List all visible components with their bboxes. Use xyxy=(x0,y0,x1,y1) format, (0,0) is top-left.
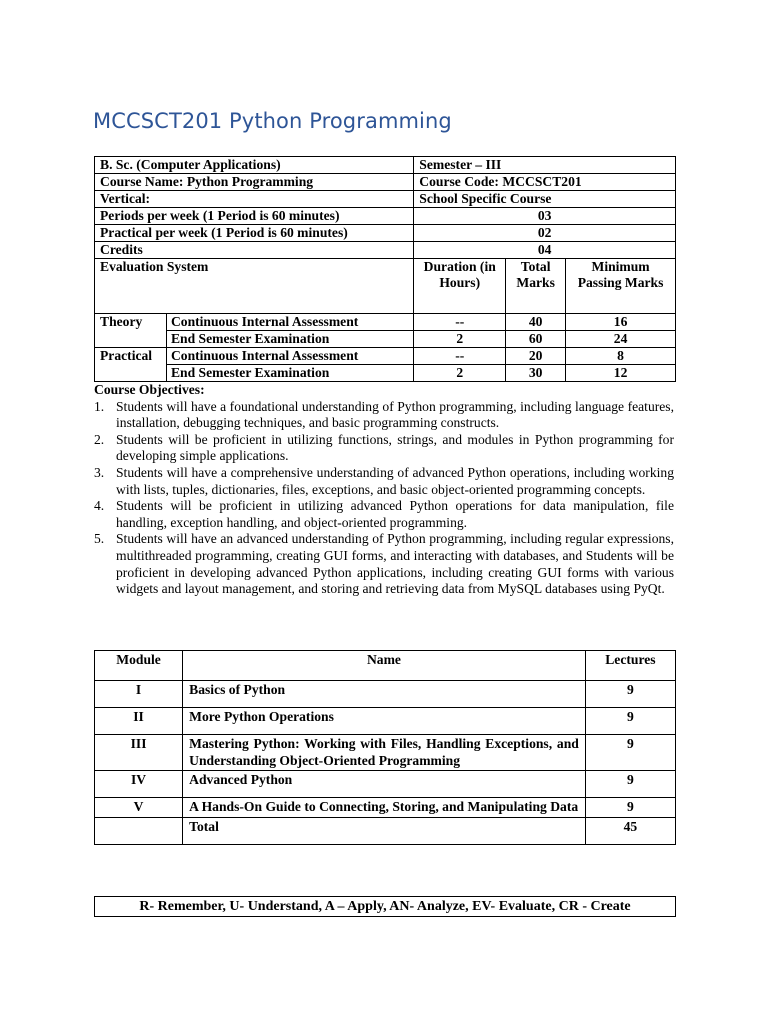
credits-label: Credits xyxy=(95,242,414,259)
objectives-heading: Course Objectives: xyxy=(94,382,205,397)
page-title: MCCSCT201 Python Programming xyxy=(93,109,452,133)
modules-table xyxy=(94,650,676,845)
duration-header: Duration (in Hours) xyxy=(414,259,506,314)
module-name: Mastering Python: Working with Files, Handling Exceptions, and Understanding Object-Oriented Programming xyxy=(183,735,586,771)
vertical-value: School Specific Course xyxy=(414,191,676,208)
list-item-number: 1. xyxy=(94,398,105,414)
module-lectures: 9 xyxy=(585,681,675,708)
min-marks-value: 8 xyxy=(566,348,676,365)
table-row xyxy=(95,225,676,242)
module-lectures: 9 xyxy=(585,708,675,735)
table-row xyxy=(95,174,676,191)
module-number: I xyxy=(95,681,183,708)
evaluation-label: Evaluation System xyxy=(95,259,414,314)
total-marks-value: 20 xyxy=(506,348,566,365)
total-value: 45 xyxy=(585,817,675,844)
module-name: Advanced Python xyxy=(183,771,586,798)
duration-value: -- xyxy=(414,314,506,331)
module-name: Basics of Python xyxy=(183,681,586,708)
min-marks-value: 24 xyxy=(566,331,676,348)
table-row xyxy=(95,208,676,225)
table-row xyxy=(95,771,676,798)
total-label: Total xyxy=(183,817,586,844)
module-number: IV xyxy=(95,771,183,798)
course-info-table xyxy=(94,156,676,382)
table-row xyxy=(95,314,676,331)
assessment-name: Continuous Internal Assessment xyxy=(166,348,413,365)
list-item xyxy=(94,399,674,432)
list-item-number: 2. xyxy=(94,431,105,447)
vertical-label: Vertical: xyxy=(95,191,414,208)
list-item xyxy=(94,465,674,498)
list-item-text: Students will be proficient in utilizing advanced Python operations for data manipulation, file handling, exception handling, and object-oriented programming. xyxy=(116,498,674,530)
list-item xyxy=(94,498,674,531)
course-name-cell: Course Name: Python Programming xyxy=(95,174,414,191)
table-row xyxy=(95,242,676,259)
module-header: Module xyxy=(95,651,183,681)
table-row xyxy=(95,681,676,708)
list-item-text: Students will have an advanced understanding of Python programming, including regular expressions, multithreaded programming, creating GUI forms, and interacting with databases, and Students will be proficient in developing advanced Python applications, including creating GUI forms with various widgets and layout management, and storing and retrieving data from MySQL databases using PyQt. xyxy=(116,531,674,597)
list-item xyxy=(94,531,674,597)
duration-value: 2 xyxy=(414,365,506,382)
module-number: III xyxy=(95,735,183,771)
table-row xyxy=(95,259,676,314)
module-lectures: 9 xyxy=(585,771,675,798)
total-marks-value: 30 xyxy=(506,365,566,382)
periods-value: 03 xyxy=(414,208,676,225)
module-number: II xyxy=(95,708,183,735)
theory-label: Theory xyxy=(95,314,167,348)
assessment-name: Continuous Internal Assessment xyxy=(166,314,413,331)
list-item-number: 4. xyxy=(94,498,105,514)
assessment-name: End Semester Examination xyxy=(166,365,413,382)
total-empty-cell xyxy=(95,817,183,844)
table-row xyxy=(95,191,676,208)
periods-label: Periods per week (1 Period is 60 minutes) xyxy=(95,208,414,225)
table-row xyxy=(95,331,676,348)
list-item-text: Students will have a comprehensive understanding of advanced Python operations, including working with lists, tuples, dictionaries, files, exceptions, and basic object-oriented programming concepts. xyxy=(116,464,674,497)
semester-cell: Semester – III xyxy=(414,157,676,174)
total-marks-value: 40 xyxy=(506,314,566,331)
min-marks-header: Minimum Passing Marks xyxy=(566,259,676,314)
list-item-text: Students will have a foundational understanding of Python programming, including language features, installation, debugging techniques, and basic programming constructs. xyxy=(116,398,674,431)
table-row xyxy=(95,735,676,771)
course-code-cell: Course Code: MCCSCT201 xyxy=(414,174,676,191)
list-item-number: 5. xyxy=(94,531,105,547)
min-marks-value: 12 xyxy=(566,365,676,382)
program-cell: B. Sc. (Computer Applications) xyxy=(95,157,414,174)
module-name: More Python Operations xyxy=(183,708,586,735)
course-objectives xyxy=(94,382,674,598)
name-header: Name xyxy=(183,651,586,681)
module-name: A Hands-On Guide to Connecting, Storing, and Manipulating Data xyxy=(183,798,586,818)
objectives-list xyxy=(94,399,674,598)
list-item-text: Students will be proficient in utilizing functions, strings, and modules in Python programming for developing simple applications. xyxy=(116,431,674,464)
module-number: V xyxy=(95,798,183,818)
table-row xyxy=(95,798,676,818)
credits-value: 04 xyxy=(414,242,676,259)
list-item xyxy=(94,432,674,465)
table-row xyxy=(95,708,676,735)
practical-row-label: Practical xyxy=(95,348,167,382)
total-marks-header: Total Marks xyxy=(506,259,566,314)
blooms-legend: R- Remember, U- Understand, A – Apply, AN- Analyze, EV- Evaluate, CR - Create xyxy=(94,896,676,917)
duration-value: -- xyxy=(414,348,506,365)
list-item-number: 3. xyxy=(94,464,105,480)
practical-value: 02 xyxy=(414,225,676,242)
table-header-row xyxy=(95,651,676,681)
module-lectures: 9 xyxy=(585,735,675,771)
total-marks-value: 60 xyxy=(506,331,566,348)
duration-value: 2 xyxy=(414,331,506,348)
module-lectures: 9 xyxy=(585,798,675,818)
practical-label: Practical per week (1 Period is 60 minutes) xyxy=(95,225,414,242)
assessment-name: End Semester Examination xyxy=(166,331,413,348)
table-row xyxy=(95,365,676,382)
table-total-row xyxy=(95,817,676,844)
min-marks-value: 16 xyxy=(566,314,676,331)
table-row xyxy=(95,348,676,365)
table-row xyxy=(95,157,676,174)
lectures-header: Lectures xyxy=(585,651,675,681)
